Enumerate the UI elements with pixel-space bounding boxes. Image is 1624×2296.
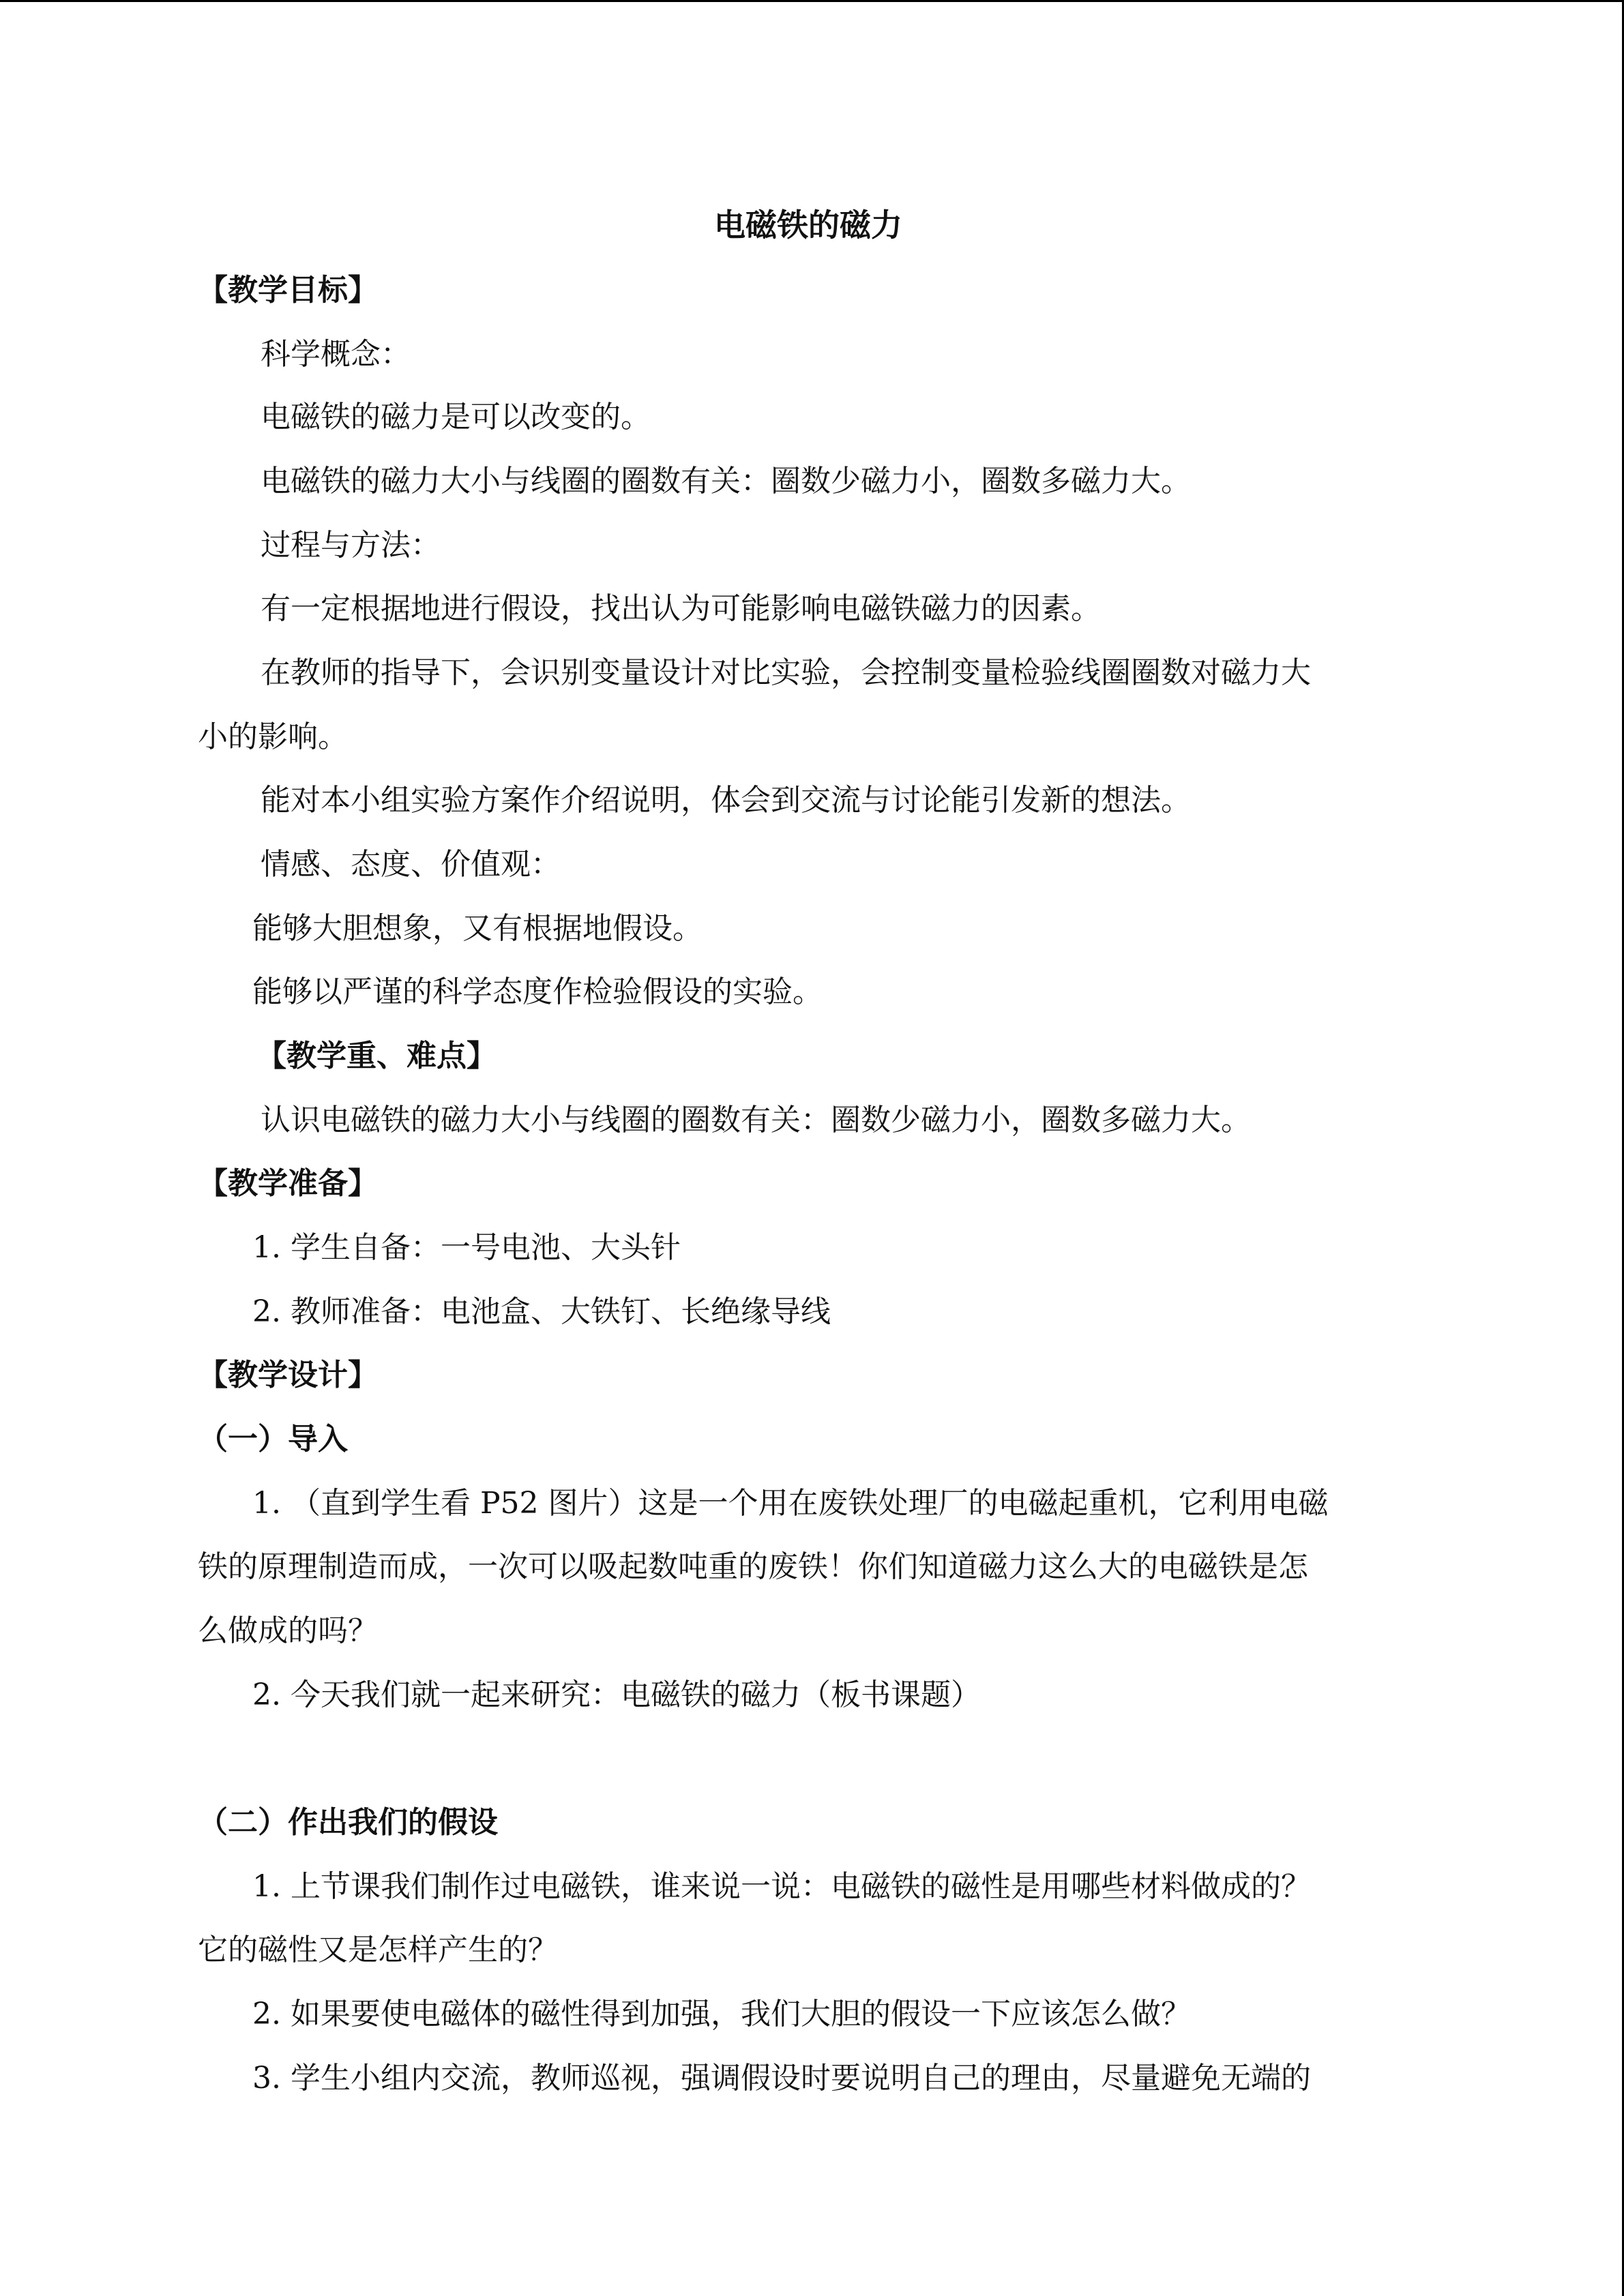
paragraph: 铁的原理制造而成，一次可以吸起数吨重的废铁！你们知道磁力这么大的电磁铁是怎 — [198, 1549, 1308, 1584]
section-heading-key-points: 【教学重、难点】 — [256, 1039, 497, 1073]
paragraph: 么做成的吗？ — [198, 1613, 378, 1648]
section-heading-design: 【教学设计】 — [198, 1358, 378, 1392]
list-item: 2. 如果要使电磁体的磁性得到加强，我们大胆的假设一下应该怎么做？ — [252, 1997, 1191, 2031]
list-item: 1. 学生自备：一号电池、大头针 — [252, 1230, 681, 1265]
paragraph: 科学概念： — [261, 337, 411, 372]
paragraph: 电磁铁的磁力大小与线圈的圈数有关：圈数少磁力小，圈数多磁力大。 — [261, 464, 1191, 498]
list-item: 2. 今天我们就一起来研究：电磁铁的磁力（板书课题） — [252, 1678, 981, 1712]
subsection-heading-intro: （一）导入 — [198, 1422, 348, 1457]
list-item: 1. （直到学生看 P52 图片）这是一个用在废铁处理厂的电磁起重机，它利用电磁 — [252, 1486, 1329, 1521]
paragraph: 有一定根据地进行假设，找出认为可能影响电磁铁磁力的因素。 — [261, 591, 1101, 626]
paragraph: 在教师的指导下，会识别变量设计对比实验，会控制变量检验线圈圈数对磁力大 — [261, 655, 1311, 690]
list-item: 2. 教师准备：电池盒、大铁钉、长绝缘导线 — [252, 1294, 831, 1329]
paragraph: 能对本小组实验方案作介绍说明，体会到交流与讨论能引发新的想法。 — [261, 783, 1191, 818]
paragraph: 能够大胆想象，又有根据地假设。 — [252, 911, 703, 946]
paragraph: 电磁铁的磁力是可以改变的。 — [261, 400, 651, 434]
paragraph: 情感、态度、价值观： — [261, 847, 561, 882]
list-item: 3. 学生小组内交流，教师巡视，强调假设时要说明自己的理由，尽量避免无端的 — [252, 2061, 1311, 2096]
paragraph: 能够以严谨的科学态度作检验假设的实验。 — [252, 974, 823, 1009]
page-title: 电磁铁的磁力 — [714, 207, 902, 243]
paragraph: 它的磁性又是怎样产生的？ — [198, 1933, 558, 1967]
paragraph: 认识电磁铁的磁力大小与线圈的圈数有关：圈数少磁力小，圈数多磁力大。 — [261, 1103, 1251, 1137]
paragraph: 过程与方法： — [261, 528, 441, 563]
paragraph: 小的影响。 — [198, 719, 348, 754]
section-heading-preparation: 【教学准备】 — [198, 1166, 378, 1201]
list-item: 1. 上节课我们制作过电磁铁，谁来说一说：电磁铁的磁性是用哪些材料做成的？ — [252, 1869, 1311, 1904]
subsection-heading-hypothesis: （二）作出我们的假设 — [198, 1805, 498, 1840]
section-heading-objectives: 【教学目标】 — [198, 273, 378, 308]
